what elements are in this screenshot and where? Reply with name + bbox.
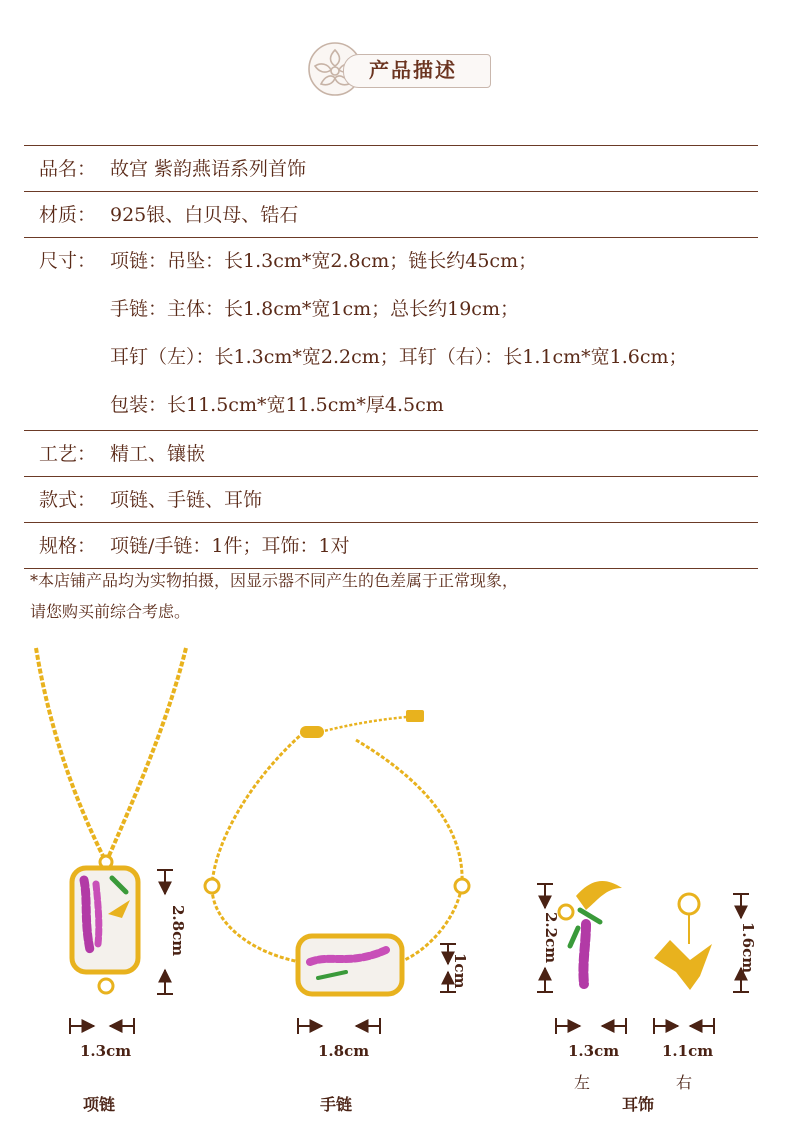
spec-key: 工艺：: [39, 443, 97, 465]
note-line: *本店铺产品均为实物拍摄，因显示器不同产生的色差属于正常现象，: [30, 571, 519, 590]
section-title: 产品描述: [369, 58, 457, 82]
spec-key: 规格：: [39, 535, 97, 557]
necklace-height-label: 2.8cm: [169, 905, 187, 957]
necklace-width-label: 1.3cm: [80, 1042, 132, 1060]
spec-value: 项链/手链：1件；耳饰：1对: [110, 535, 350, 557]
earring-left-width-label: 1.3cm: [568, 1042, 620, 1060]
spec-value: 故宫 紫韵燕语系列首饰: [110, 158, 307, 180]
bracelet-height-label: 1cm: [451, 953, 469, 989]
earring-left-height-label: 2.2cm: [542, 912, 560, 964]
spec-key: 材质：: [39, 204, 97, 226]
necklace-image: [36, 648, 186, 993]
necklace-label: 项链: [83, 1095, 116, 1114]
necklace-chain-left: [36, 648, 104, 858]
spec-key: 尺寸：: [39, 250, 97, 272]
spec-key: 品名：: [39, 158, 97, 180]
earring-right-image: [654, 894, 712, 990]
bracelet-centerpiece: [298, 936, 402, 994]
spec-key: 款式：: [39, 489, 97, 511]
bracelet-label: 手链: [320, 1095, 353, 1114]
earring-right-width-label: 1.1cm: [662, 1042, 714, 1060]
size-line-earrings: 耳钉（左）：长1.3cm*宽2.2cm；耳钉（右）：长1.1cm*宽1.6cm；: [110, 346, 688, 368]
bracelet-extender: [320, 716, 420, 732]
size-line-necklace: 项链：吊坠：长1.3cm*宽2.8cm；链长约45cm；: [110, 250, 538, 272]
earrings-label: 耳饰: [622, 1095, 655, 1114]
earring-left-tag: 左: [574, 1073, 591, 1092]
size-line-package: 包装：长11.5cm*宽11.5cm*厚4.5cm: [110, 394, 444, 416]
size-line-bracelet: 手链：主体：长1.8cm*宽1cm；总长约19cm；: [110, 298, 519, 320]
necklace-chain-right: [108, 648, 186, 858]
note-line: 请您购买前综合考虑。: [30, 602, 191, 621]
bracelet-width-label: 1.8cm: [318, 1042, 370, 1060]
bracelet-image: [205, 710, 469, 994]
bracelet-chain: [212, 732, 462, 962]
spec-value: 项链、手链、耳饰: [110, 489, 263, 511]
earring-left-image: [559, 881, 622, 984]
spec-value: 925银、白贝母、锆石: [110, 204, 299, 226]
spec-value: 精工、镶嵌: [110, 443, 206, 465]
earring-right-height-label: 1.6cm: [739, 922, 757, 974]
earring-right-tag: 右: [676, 1073, 693, 1092]
